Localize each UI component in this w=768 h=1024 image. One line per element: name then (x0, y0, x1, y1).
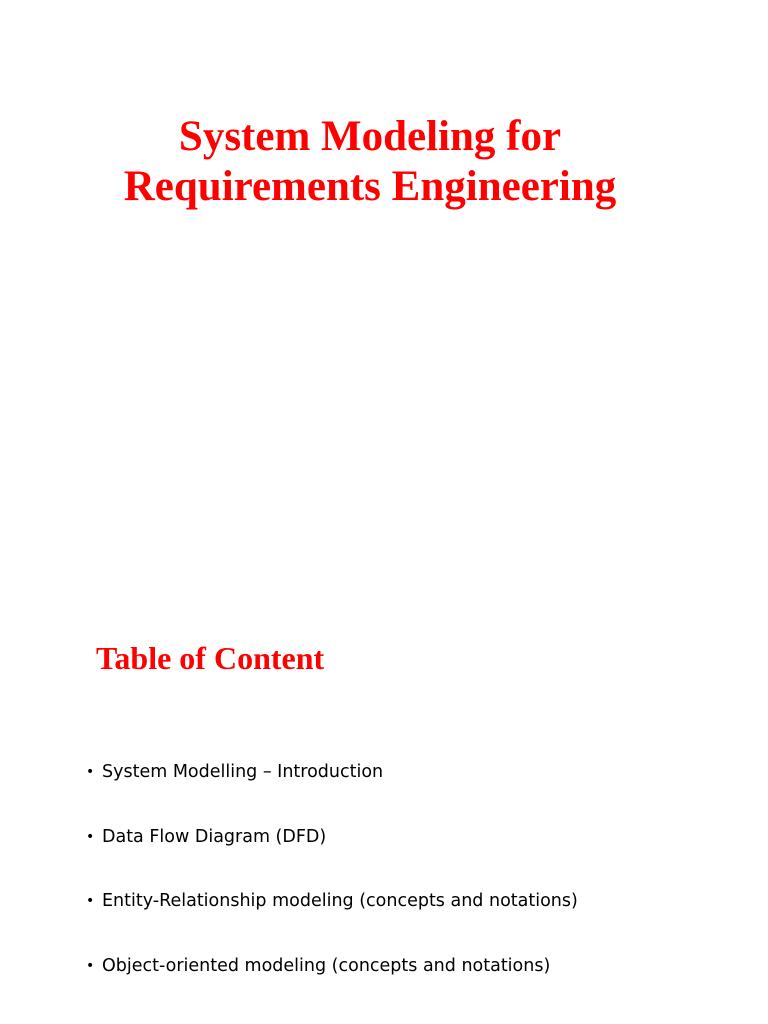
toc-item-label: System Modelling – Introduction (102, 762, 384, 782)
bullet-icon: • (86, 764, 95, 780)
toc-item-system-modelling (86, 755, 578, 820)
slide-title-line-2: Requirements Engineering (123, 163, 617, 210)
toc-list (86, 755, 578, 1013)
toc-item-dfd (86, 820, 578, 885)
toc-item-label: Entity-Relationship modeling (concepts and notations) (102, 891, 578, 911)
bullet-icon: • (86, 828, 95, 845)
bullet-icon: • (86, 957, 95, 974)
toc-item-label: Object-oriented modeling (concepts and notations) (102, 955, 551, 976)
slide-title-line-1: System Modeling for (178, 113, 562, 160)
toc-item-oo-modeling (86, 949, 578, 1014)
toc-item-er-modeling (86, 884, 578, 949)
bullet-icon: • (86, 893, 95, 909)
toc-item-label: Data Flow Diagram (DFD) (102, 826, 327, 847)
toc-heading: Table of Content (96, 640, 325, 676)
slide-title (0, 112, 740, 212)
